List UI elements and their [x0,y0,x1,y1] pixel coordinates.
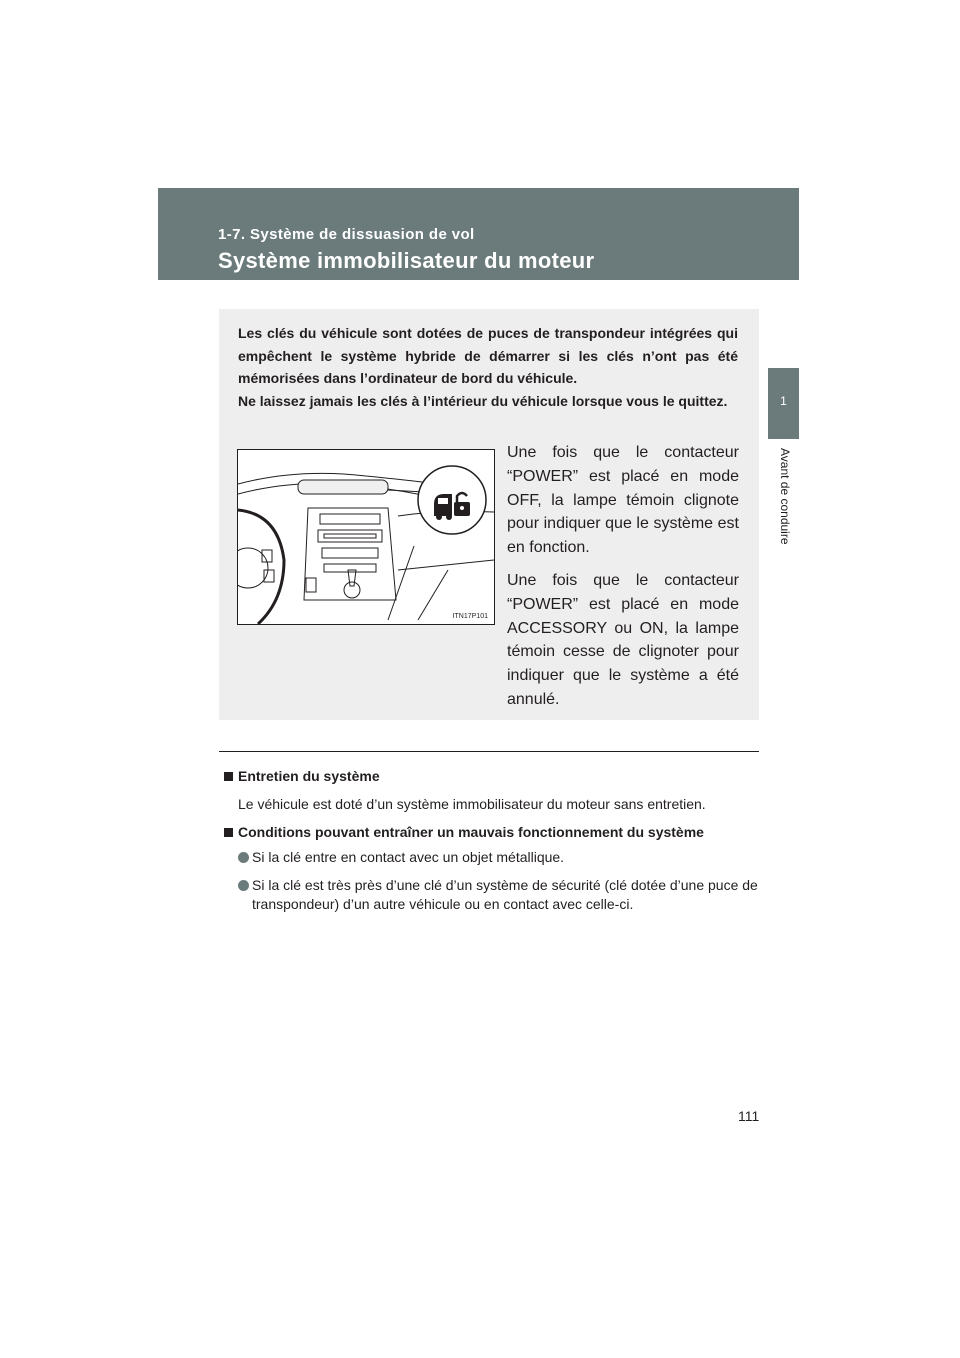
page-number: 111 [738,1108,760,1124]
list-item: Si la clé est très près d’une clé d’un système de sécurité (clé dotée d’une puce de transpondeur) d’un autre véhicule ou en contact avec celle-ci. [238,876,758,914]
description-on: Une fois que le contacteur “POWER” est placé en mode ACCESSORY ou ON, la lampe témoin cesse de clignoter pour indiquer que le système a été annulé. [507,571,739,708]
page-title: Système immobilisateur du moteur [218,248,595,273]
circle-bullet-icon [238,852,249,863]
intro-paragraph: Ne laissez jamais les clés à l’intérieur du véhicule lorsque vous le quittez. [238,392,728,409]
square-bullet-icon [224,772,233,781]
list-item: Si la clé entre en contact avec un objet métallique. [238,848,758,867]
dashboard-illustration [237,449,495,625]
maintenance-heading: Entretien du système [224,768,380,784]
figure-code: ITN17P101 [452,613,488,620]
indicator-description [507,441,739,721]
intro-warning [238,322,738,412]
square-bullet-icon [224,828,233,837]
circle-bullet-icon [238,880,249,891]
chapter-number: 1 [780,394,787,408]
malfunction-heading: Conditions pouvant entraîner un mauvais fonctionnement du système [224,824,704,840]
intro-box [219,309,759,720]
intro-paragraph: Les clés du véhicule sont dotées de puces de transpondeur intégrées qui empêchent le système hybride de démarrer si les clés n’ont pas été mémorisées dans l’ordinateur de bord du véhicule. [238,325,738,386]
dashboard-drawing [238,450,494,624]
section-label: 1-7. Système de dissuasion de vol [218,226,475,243]
section-divider [219,751,759,752]
description-off: Une fois que le contacteur “POWER” est placé en mode OFF, la lampe témoin clignote pour indiquer que le système est en fonction. [507,444,739,557]
chapter-header [158,188,799,280]
maintenance-text: Le véhicule est doté d’un système immobilisateur du moteur sans entretien. [238,796,706,812]
chapter-name: Avant de conduire [778,448,792,545]
